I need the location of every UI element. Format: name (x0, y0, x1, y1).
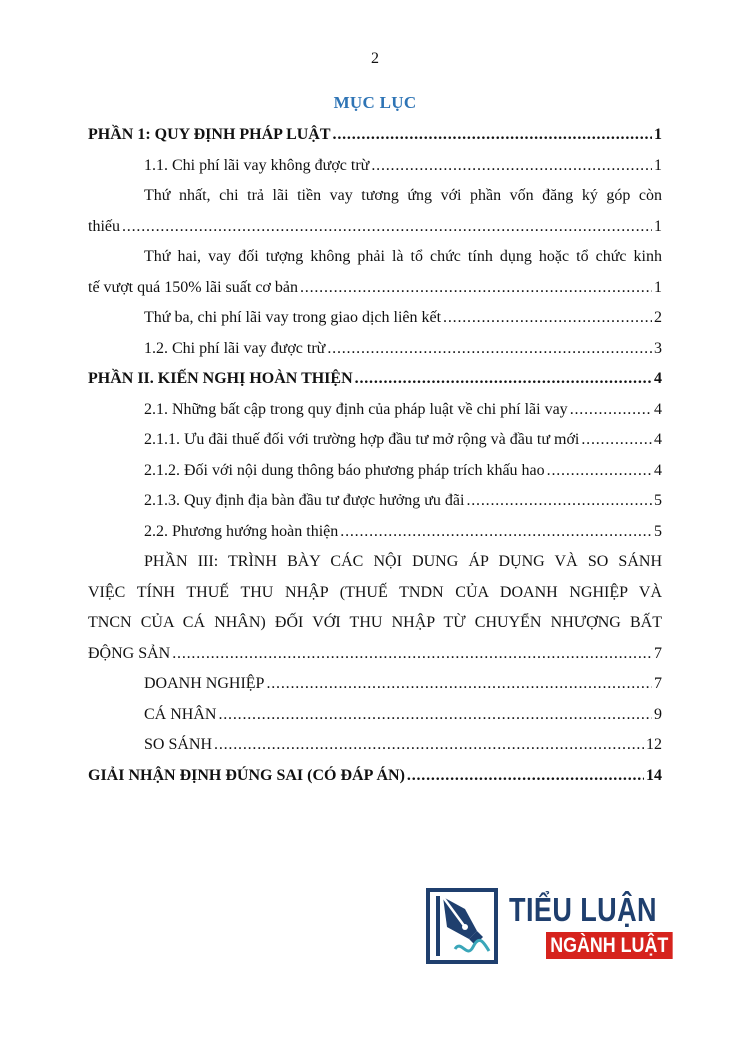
toc-entry-text: VIỆC TÍNH THUẾ THU NHẬP (THUẾ TNDN CỦA DOANH NGHIỆP VÀ (88, 583, 662, 601)
toc-entry-text: 2.1.1. Ưu đãi thuế đối với trường hợp đầu tư mở rộng và đầu tư mới (144, 431, 580, 448)
toc-entry-page: 5 (654, 492, 662, 509)
toc-entry-text: DOANH NGHIỆP (144, 675, 265, 692)
toc-entry-text: CÁ NHÂN (144, 705, 217, 723)
logo (425, 885, 670, 970)
toc-entry-page: 12 (646, 736, 662, 753)
toc-entry-page: 4 (654, 400, 662, 418)
table-of-contents (88, 120, 662, 791)
toc-entry-text: 1.1. Chi phí lãi vay không được trừ (144, 156, 370, 174)
toc-entry-text: 2.1.3. Quy định địa bàn đầu tư được hưởng ưu đãi (144, 492, 465, 509)
toc-entry[interactable] (88, 151, 662, 182)
toc-entry-text: Thứ hai, vay đối tượng không phải là tổ chức tính dụng hoặc tổ chức kinh (144, 248, 662, 265)
toc-entry[interactable] (88, 242, 662, 303)
toc-entry-page: 7 (654, 675, 662, 692)
toc-entry-page: 9 (654, 705, 662, 723)
toc-entry-page: 1 (654, 126, 662, 143)
toc-entry-text: PHẦN III: TRÌNH BÀY CÁC NỘI DUNG ÁP DỤNG VÀ SO SÁNH (144, 553, 662, 570)
toc-entry-page: 7 (654, 644, 662, 662)
toc-entry-text: PHẦN 1: QUY ĐỊNH PHÁP LUẬT (88, 126, 331, 143)
toc-entry-text: thiếu (88, 217, 120, 235)
toc-entry-page: 4 (654, 431, 662, 448)
toc-entry[interactable] (88, 303, 662, 334)
toc-entry[interactable] (88, 120, 662, 151)
toc-entry-text: 2.2. Phương hướng hoàn thiện (144, 522, 339, 540)
toc-entry[interactable] (88, 517, 662, 548)
toc-entry[interactable] (88, 364, 662, 395)
toc-entry-text: 2.1. Những bất cập trong quy định của pháp luật về chi phí lãi vay (144, 400, 568, 418)
toc-entry[interactable] (88, 547, 662, 669)
toc-entry-page: 1 (654, 217, 662, 235)
toc-entry[interactable] (88, 730, 662, 761)
toc-entry-page: 5 (654, 522, 662, 540)
toc-entry-page: 14 (646, 766, 662, 784)
toc-entry-text: PHẦN II. KIẾN NGHỊ HOÀN THIỆN (88, 370, 353, 387)
toc-entry[interactable] (88, 334, 662, 365)
toc-entry[interactable] (88, 700, 662, 731)
toc-entry-page: 3 (654, 339, 662, 357)
toc-entry-page: 4 (654, 370, 662, 387)
toc-title: MỤC LỤC (333, 93, 417, 112)
toc-entry[interactable] (88, 395, 662, 426)
pen-nib-icon (425, 887, 499, 965)
toc-entry-page: 2 (654, 309, 662, 326)
toc-entry-page: 1 (654, 156, 662, 174)
toc-entry-text: SO SÁNH (144, 736, 213, 753)
toc-entry-text: Thứ nhất, chi trả lãi tiền vay tương ứng với phần vốn đăng ký góp còn (144, 187, 662, 204)
toc-entry[interactable] (88, 425, 662, 456)
toc-entry-text: Thứ ba, chi phí lãi vay trong giao dịch liên kết (144, 309, 442, 326)
toc-entry[interactable] (88, 486, 662, 517)
toc-entry-text: GIẢI NHẬN ĐỊNH ĐÚNG SAI (CÓ ĐÁP ÁN) (88, 766, 405, 784)
toc-entry-text: TNCN CỦA CÁ NHÂN) ĐỐI VỚI THU NHẬP TỪ CHUYỂN NHƯỢNG BẤT (88, 614, 662, 631)
toc-entry[interactable] (88, 761, 662, 792)
toc-entry-page: 1 (654, 278, 662, 296)
toc-entry-text: tế vượt quá 150% lãi suất cơ bản (88, 278, 298, 296)
toc-entry[interactable] (88, 669, 662, 700)
toc-entry-text: 2.1.2. Đối với nội dung thông báo phương pháp trích khấu hao (144, 461, 545, 479)
toc-entry[interactable] (88, 456, 662, 487)
toc-entry-text: 1.2. Chi phí lãi vay được trừ (144, 339, 326, 357)
page-number: 2 (371, 50, 379, 67)
toc-entry-page: 4 (654, 461, 662, 479)
logo-main-text: TIỂU LUẬN (509, 891, 658, 928)
toc-entry[interactable] (88, 181, 662, 242)
logo-sub-text: NGÀNH LUẬT (546, 932, 673, 959)
toc-entry-text: ĐỘNG SẢN (88, 644, 171, 662)
